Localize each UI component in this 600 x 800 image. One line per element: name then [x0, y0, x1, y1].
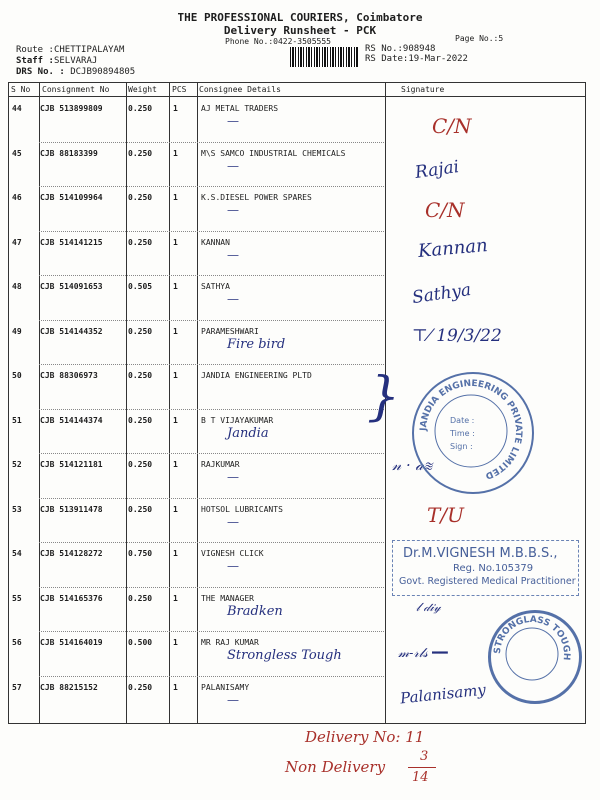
non-delivery-denominator: 14 — [412, 770, 429, 785]
row-consignee: AJ METAL TRADERS — [201, 104, 279, 113]
row-weight: 0.250 — [128, 148, 153, 158]
route-label: Route : — [16, 45, 54, 55]
column-divider — [39, 83, 40, 723]
company-title: THE PROFESSIONAL COURIERS, Coimbatore — [177, 11, 423, 24]
jandia-date: Date : — [450, 416, 475, 425]
row-separator — [39, 409, 384, 410]
row-weight: 0.500 — [128, 638, 153, 647]
signature-45: Rajai — [413, 157, 461, 183]
row-separator — [39, 453, 384, 454]
row-separator — [39, 587, 384, 588]
row-sno: 53 — [12, 504, 22, 514]
signature-46: C/N — [425, 198, 465, 222]
sheet-title: Delivery Runsheet - PCK — [223, 24, 377, 37]
row-consignee: PARAMESHWARI — [201, 326, 259, 336]
row-consignee: M\S SAMCO INDUSTRIAL CHEMICALS — [201, 148, 346, 158]
row-handwritten-note: Fire bird — [227, 336, 286, 352]
row-handwritten-note: — — [227, 158, 239, 173]
row-pcs: 1 — [173, 104, 178, 113]
row-handwritten-note: — — [227, 514, 239, 529]
doctor-name: Dr.M.VIGNESH M.B.B.S., — [403, 546, 558, 561]
row-weight: 0.250 — [128, 237, 153, 247]
non-delivery-label: Non Delivery — [285, 758, 386, 776]
row-consignment: CJB 514144352 — [40, 326, 103, 336]
jandia-stamp — [412, 372, 534, 494]
bracket-mark: } — [367, 367, 401, 427]
row-separator — [39, 676, 384, 677]
column-divider — [126, 83, 127, 723]
phone-number: Phone No.:0422-3505555 — [225, 37, 331, 46]
row-weight: 0.250 — [128, 682, 153, 692]
row-consignment: CJB 513911478 — [40, 504, 103, 514]
row-consignee: HOTSOL LUBRICANTS — [201, 504, 283, 514]
row-pcs: 1 — [173, 371, 178, 380]
doctor-reg: Reg. No.105379 — [453, 563, 534, 574]
row-consignment: CJB 88183399 — [40, 148, 98, 158]
row-separator — [39, 142, 384, 143]
row-sno: 45 — [12, 148, 22, 158]
row-pcs: 1 — [173, 237, 178, 247]
row-weight: 0.250 — [128, 104, 153, 113]
row-sno: 47 — [12, 237, 22, 247]
row-weight: 0.250 — [128, 460, 153, 469]
row-handwritten-note: Strongless Tough — [227, 648, 342, 663]
row-sno: 57 — [12, 682, 22, 692]
rs-date: RS Date:19-Mar-2022 — [365, 54, 468, 64]
row-separator — [39, 186, 384, 187]
signature-53: T/U — [427, 503, 464, 527]
strongglass-ring-icon — [488, 610, 576, 698]
header-pcs: PCS — [172, 85, 187, 94]
row-weight: 0.250 — [128, 371, 153, 380]
row-weight: 0.250 — [128, 326, 153, 336]
row-consignee: JANDIA ENGINEERING PLTD — [201, 371, 312, 380]
row-consignment: CJB 514128272 — [40, 549, 103, 558]
row-consignee: RAJKUMAR — [201, 460, 240, 469]
route-value: CHETTIPALAYAM — [53, 45, 125, 55]
header-signature: Signature — [401, 85, 445, 94]
non-delivery-numerator: 3 — [420, 749, 429, 764]
drs-field — [16, 67, 135, 77]
header-weight: Weight — [128, 85, 157, 94]
row-consignment: CJB 514141215 — [40, 237, 103, 247]
row-consignment: CJB 514144374 — [40, 415, 103, 425]
row-handwritten-note: Bradken — [227, 603, 283, 619]
row-consignment: CJB 88215152 — [40, 682, 98, 692]
signature-57: Palanisamy — [399, 680, 487, 708]
row-sno: 56 — [12, 638, 22, 647]
row-weight: 0.250 — [128, 593, 153, 603]
row-pcs: 1 — [173, 326, 178, 336]
row-consignment: CJB 513899809 — [40, 104, 103, 113]
delivery-count: Delivery No: 11 — [305, 728, 425, 746]
jandia-sign: Sign : — [450, 442, 473, 451]
signature-44: C/N — [432, 114, 472, 138]
row-consignee: KANNAN — [201, 237, 230, 247]
signature-49-date: 19/3/22 — [436, 326, 502, 346]
jandia-ring-text: JANDIA ENGINEERING PRIVATE LIMITED — [418, 378, 524, 481]
row-handwritten-note: — — [227, 292, 239, 306]
row-separator — [39, 498, 384, 499]
row-consignment: CJB 514165376 — [40, 593, 103, 603]
drs-value: DCJB90894805 — [70, 67, 136, 77]
rs-number: RS No.:908948 — [365, 44, 436, 54]
row-handwritten-note: — — [227, 559, 239, 573]
row-consignee: PALANISAMY — [201, 682, 250, 692]
row-separator — [39, 275, 384, 276]
fraction-bar — [408, 767, 436, 768]
signature-56: 𝓂-𝓇𝓁𝓈 ━━ — [398, 646, 448, 661]
column-divider — [169, 83, 170, 723]
signature-48: Sathya — [410, 279, 473, 309]
row-pcs: 1 — [173, 415, 178, 425]
row-consignee: VIGNESH CLICK — [201, 549, 264, 558]
row-sno: 54 — [12, 549, 22, 558]
signature-52: 𝓃 · 𝒶≋ — [392, 456, 433, 474]
row-consignment: CJB 514121181 — [40, 460, 103, 469]
signature-47: Kannan — [417, 235, 489, 262]
row-handwritten-note: — — [227, 247, 239, 262]
row-separator — [39, 364, 384, 365]
row-consignee: B T VIJAYAKUMAR — [201, 415, 274, 425]
row-handwritten-note: — — [227, 692, 239, 707]
doctor-stamp — [392, 540, 579, 596]
row-separator — [39, 631, 384, 632]
row-pcs: 1 — [173, 460, 178, 469]
header-consignee: Consignee Details — [199, 85, 281, 94]
row-consignee: SATHYA — [201, 282, 230, 291]
row-consignee: THE MANAGER — [201, 593, 254, 603]
route-field — [16, 45, 124, 55]
signature-55: 𝓁 𝒹𝒾𝓎 — [416, 600, 441, 614]
strongglass-text: STRONGLASS TOUGH — [492, 614, 572, 661]
row-weight: 0.505 — [128, 282, 153, 291]
header-rule — [9, 96, 585, 97]
row-separator — [39, 231, 384, 232]
drs-label: DRS No. : — [16, 67, 65, 77]
header-sno: S No — [11, 85, 31, 94]
row-sno: 44 — [12, 104, 22, 113]
row-pcs: 1 — [173, 549, 178, 558]
jandia-time: Time : — [450, 429, 475, 438]
row-consignee: K.S.DIESEL POWER SPARES — [201, 193, 312, 202]
row-consignment: CJB 514091653 — [40, 282, 103, 291]
column-divider — [197, 83, 198, 723]
row-pcs: 1 — [173, 593, 178, 603]
row-weight: 0.750 — [128, 549, 153, 558]
row-weight: 0.250 — [128, 193, 153, 202]
staff-label: Staff : — [16, 56, 54, 66]
header-consignment: Consignment No — [42, 85, 110, 94]
signature-49: ⊤⁄ 19/3/22 — [412, 326, 502, 346]
row-separator — [39, 542, 384, 543]
row-handwritten-note: — — [227, 114, 239, 128]
staff-field — [16, 56, 97, 66]
row-sno: 50 — [12, 371, 22, 380]
row-separator — [39, 320, 384, 321]
row-sno: 48 — [12, 282, 22, 291]
barcode-image — [290, 47, 358, 67]
staff-value: SELVARAJ — [53, 56, 98, 66]
row-pcs: 1 — [173, 193, 178, 202]
row-handwritten-note: — — [227, 470, 239, 484]
row-consignee: MR RAJ KUMAR — [201, 638, 259, 647]
row-pcs: 1 — [173, 682, 178, 692]
row-handwritten-note: — — [227, 203, 239, 217]
row-consignment: CJB 514164019 — [40, 638, 103, 647]
row-sno: 51 — [12, 415, 22, 425]
row-sno: 52 — [12, 460, 22, 469]
row-pcs: 1 — [173, 282, 178, 291]
row-pcs: 1 — [173, 638, 178, 647]
row-sno: 55 — [12, 593, 22, 603]
strongglass-stamp — [488, 610, 582, 704]
row-pcs: 1 — [173, 504, 178, 514]
row-weight: 0.250 — [128, 415, 153, 425]
row-consignment: CJB 88306973 — [40, 371, 98, 380]
row-pcs: 1 — [173, 148, 178, 158]
page-number: Page No.:5 — [455, 34, 504, 43]
doctor-title: Govt. Registered Medical Practitioner — [399, 576, 576, 587]
row-consignment: CJB 514109964 — [40, 193, 103, 202]
row-sno: 49 — [12, 326, 22, 336]
row-sno: 46 — [12, 193, 22, 202]
row-weight: 0.250 — [128, 504, 153, 514]
row-handwritten-note: Jandia — [227, 425, 269, 441]
